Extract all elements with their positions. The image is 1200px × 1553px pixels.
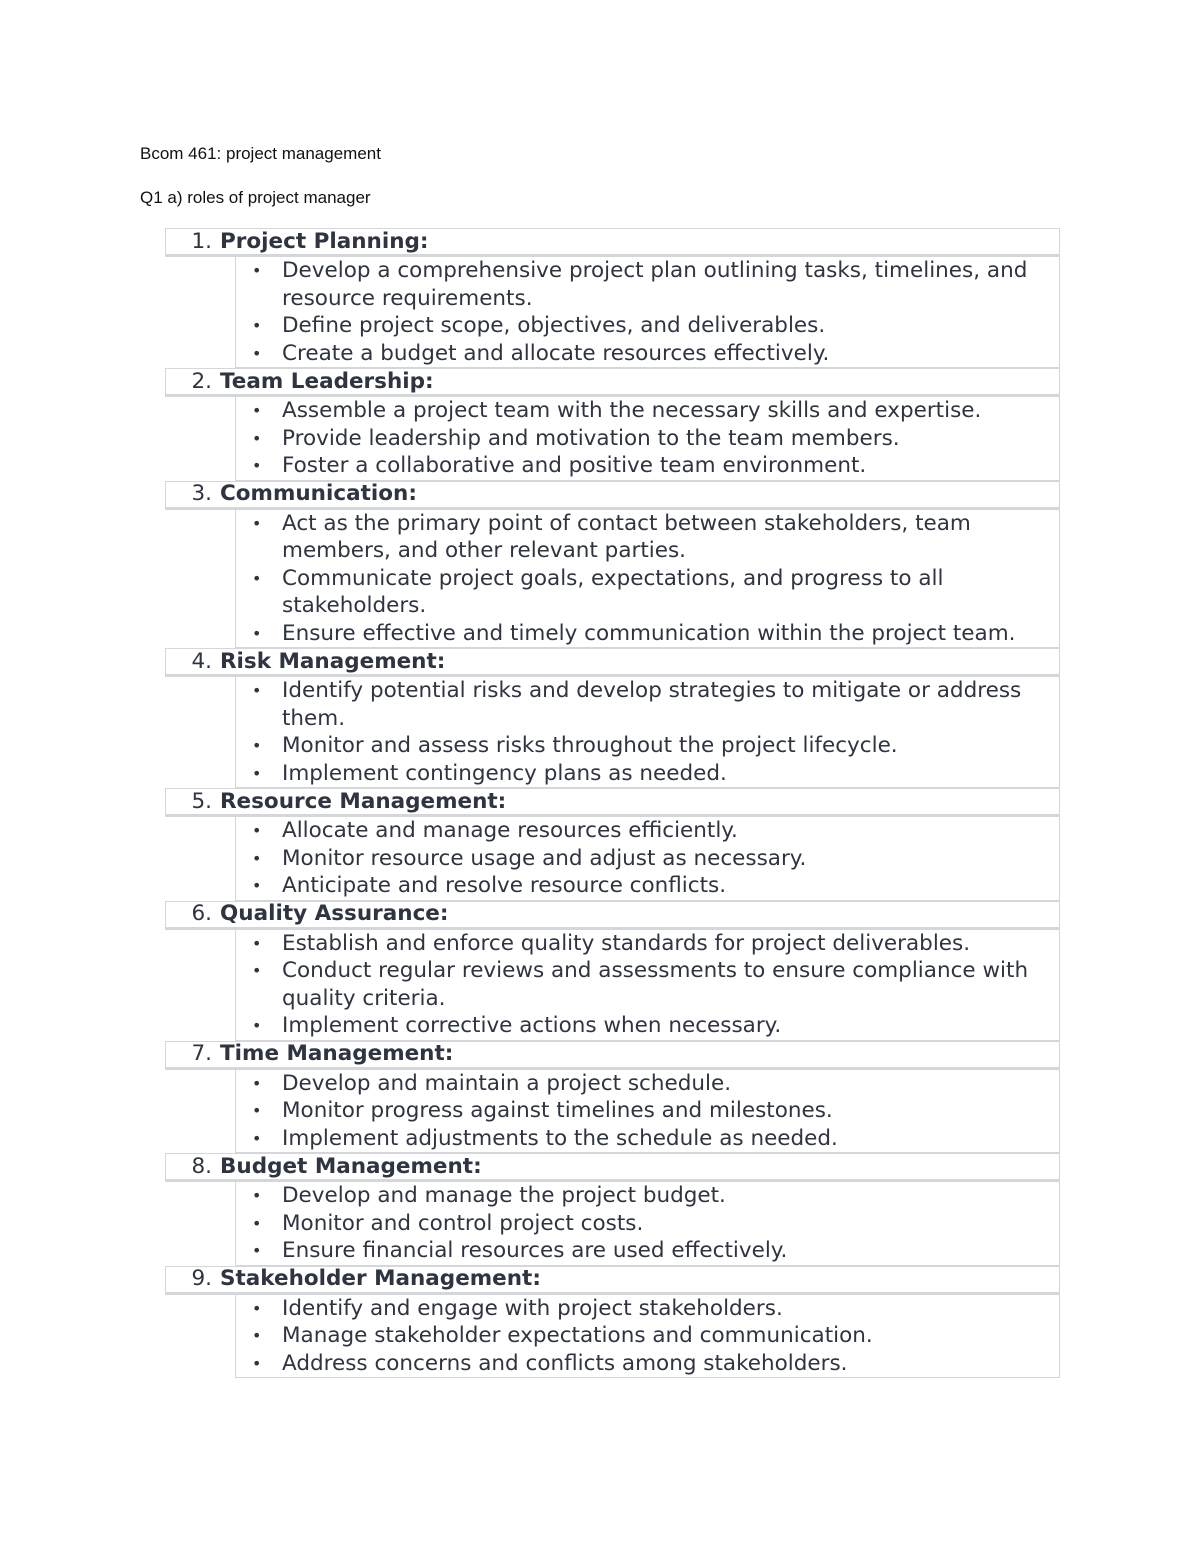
role-section xyxy=(165,648,1060,788)
list-item xyxy=(236,1237,1051,1265)
list-item xyxy=(236,452,1051,480)
role-section xyxy=(165,228,1060,368)
bullet-icon: • xyxy=(252,1016,262,1035)
bullet-icon: • xyxy=(252,848,262,868)
list-item xyxy=(236,1125,1051,1153)
bullet-text: Manage stakeholder expectations and communication. xyxy=(282,1323,873,1348)
list-item xyxy=(236,1097,1051,1125)
role-section xyxy=(165,788,1060,901)
bullet-text: Monitor resource usage and adjust as necessary. xyxy=(282,845,807,871)
bullet-text: Develop a comprehensive project plan outlining tasks, timelines, and resource requirements. xyxy=(282,258,1028,311)
bullet-icon: • xyxy=(252,1073,262,1093)
role-number: 6. xyxy=(191,901,212,927)
role-points xyxy=(235,1180,1060,1266)
bullet-icon: • xyxy=(252,316,262,335)
role-title: Resource Management: xyxy=(220,788,507,814)
bullet-text: Identify and engage with project stakeholders. xyxy=(282,1295,783,1321)
bullet-text: Develop and maintain a project schedule. xyxy=(282,1070,732,1096)
bullet-icon: • xyxy=(252,1101,262,1120)
bullet-icon: • xyxy=(252,1298,262,1318)
role-heading xyxy=(165,368,1060,395)
role-number: 4. xyxy=(191,648,212,674)
role-points xyxy=(235,815,1060,901)
list-item xyxy=(236,677,1051,732)
list-item xyxy=(236,1210,1051,1238)
role-section xyxy=(165,1153,1060,1266)
bullet-text: Develop and manage the project budget. xyxy=(282,1183,726,1208)
list-item xyxy=(236,257,1051,312)
role-heading xyxy=(165,1041,1060,1068)
role-title: Project Planning: xyxy=(220,228,429,254)
bullet-text: Monitor and assess risks throughout the project lifecycle. xyxy=(282,733,898,758)
document-title: Bcom 461: project management xyxy=(140,144,381,163)
role-number: 2. xyxy=(191,368,212,394)
role-title: Team Leadership: xyxy=(220,368,434,394)
role-points xyxy=(235,395,1060,481)
bullet-icon: • xyxy=(252,261,262,280)
list-item xyxy=(236,620,1051,648)
bullet-text: Provide leadership and motivation to the team members. xyxy=(282,425,900,451)
roles-list xyxy=(165,228,1060,1378)
bullet-text: Establish and enforce quality standards for project deliverables. xyxy=(282,930,971,956)
role-heading xyxy=(165,788,1060,815)
bullet-text: Anticipate and resolve resource conflicts. xyxy=(282,873,727,898)
role-points xyxy=(235,1068,1060,1154)
role-title: Budget Management: xyxy=(220,1153,482,1179)
bullet-icon: • xyxy=(252,456,262,475)
role-number: 8. xyxy=(191,1153,212,1179)
bullet-icon: • xyxy=(252,1213,262,1233)
list-item xyxy=(236,817,1051,845)
list-item xyxy=(236,565,1051,620)
bullet-icon: • xyxy=(252,568,262,588)
bullet-text: Ensure effective and timely communication within the project team. xyxy=(282,620,1016,646)
role-number: 3. xyxy=(191,481,212,507)
bullet-text: Create a budget and allocate resources effectively. xyxy=(282,340,830,366)
role-title: Quality Assurance: xyxy=(220,901,449,927)
role-heading xyxy=(165,228,1060,255)
role-title: Communication: xyxy=(220,481,417,507)
bullet-text: Implement contingency plans as needed. xyxy=(282,760,727,786)
list-item xyxy=(236,1070,1051,1098)
role-heading xyxy=(165,481,1060,508)
role-points xyxy=(235,1293,1060,1379)
bullet-text: Implement adjustments to the schedule as needed. xyxy=(282,1125,838,1151)
bullet-text: Allocate and manage resources efficiently. xyxy=(282,818,738,843)
role-heading xyxy=(165,901,1060,928)
bullet-text: Act as the primary point of contact between stakeholders, team members, and other relevant parties. xyxy=(282,510,971,563)
list-item xyxy=(236,845,1051,873)
list-item xyxy=(236,510,1051,565)
role-title: Time Management: xyxy=(220,1041,454,1067)
list-item xyxy=(236,760,1051,788)
bullet-icon: • xyxy=(252,513,262,533)
role-number: 7. xyxy=(191,1041,212,1067)
bullet-icon: • xyxy=(252,343,262,363)
list-item xyxy=(236,732,1051,760)
bullet-icon: • xyxy=(252,623,262,643)
bullet-icon: • xyxy=(252,428,262,448)
role-heading xyxy=(165,1153,1060,1180)
bullet-text: Assemble a project team with the necessary skills and expertise. xyxy=(282,398,982,423)
role-points xyxy=(235,928,1060,1041)
list-item xyxy=(236,930,1051,958)
bullet-text: Implement corrective actions when necessary. xyxy=(282,1013,782,1038)
list-item xyxy=(236,957,1051,1012)
bullet-text: Address concerns and conflicts among stakeholders. xyxy=(282,1350,848,1376)
list-item xyxy=(236,1350,1051,1378)
bullet-icon: • xyxy=(252,876,262,895)
role-section xyxy=(165,368,1060,481)
role-number: 1. xyxy=(191,228,212,254)
role-section xyxy=(165,1041,1060,1154)
bullet-text: Communicate project goals, expectations, and progress to all stakeholders. xyxy=(282,565,944,618)
list-item xyxy=(236,1295,1051,1323)
role-points xyxy=(235,675,1060,788)
bullet-text: Define project scope, objectives, and deliverables. xyxy=(282,313,826,338)
bullet-icon: • xyxy=(252,933,262,953)
bullet-text: Monitor progress against timelines and milestones. xyxy=(282,1098,833,1123)
bullet-icon: • xyxy=(252,1128,262,1148)
role-points xyxy=(235,255,1060,368)
bullet-text: Identify potential risks and develop strategies to mitigate or address them. xyxy=(282,678,1022,731)
bullet-icon: • xyxy=(252,401,262,420)
role-heading xyxy=(165,1266,1060,1293)
role-title: Stakeholder Management: xyxy=(220,1266,541,1292)
list-item xyxy=(236,397,1051,425)
role-title: Risk Management: xyxy=(220,648,446,674)
role-section xyxy=(165,1266,1060,1379)
role-number: 9. xyxy=(191,1266,212,1292)
bullet-text: Foster a collaborative and positive team environment. xyxy=(282,453,867,478)
list-item xyxy=(236,340,1051,368)
list-item xyxy=(236,1322,1051,1350)
bullet-icon: • xyxy=(252,763,262,783)
bullet-icon: • xyxy=(252,821,262,840)
role-heading xyxy=(165,648,1060,675)
bullet-text: Monitor and control project costs. xyxy=(282,1210,644,1236)
list-item xyxy=(236,1012,1051,1040)
bullet-icon: • xyxy=(252,961,262,980)
list-item xyxy=(236,872,1051,900)
question-heading: Q1 a) roles of project manager xyxy=(140,188,371,207)
role-points xyxy=(235,508,1060,649)
list-item xyxy=(236,312,1051,340)
bullet-text: Ensure financial resources are used effectively. xyxy=(282,1238,788,1263)
bullet-icon: • xyxy=(252,1186,262,1205)
role-section xyxy=(165,481,1060,649)
bullet-icon: • xyxy=(252,736,262,755)
bullet-icon: • xyxy=(252,681,262,700)
role-section xyxy=(165,901,1060,1041)
bullet-icon: • xyxy=(252,1241,262,1260)
bullet-icon: • xyxy=(252,1326,262,1345)
bullet-text: Conduct regular reviews and assessments to ensure compliance with quality criteria. xyxy=(282,958,1029,1011)
list-item xyxy=(236,425,1051,453)
bullet-icon: • xyxy=(252,1353,262,1373)
list-item xyxy=(236,1182,1051,1210)
role-number: 5. xyxy=(191,788,212,814)
